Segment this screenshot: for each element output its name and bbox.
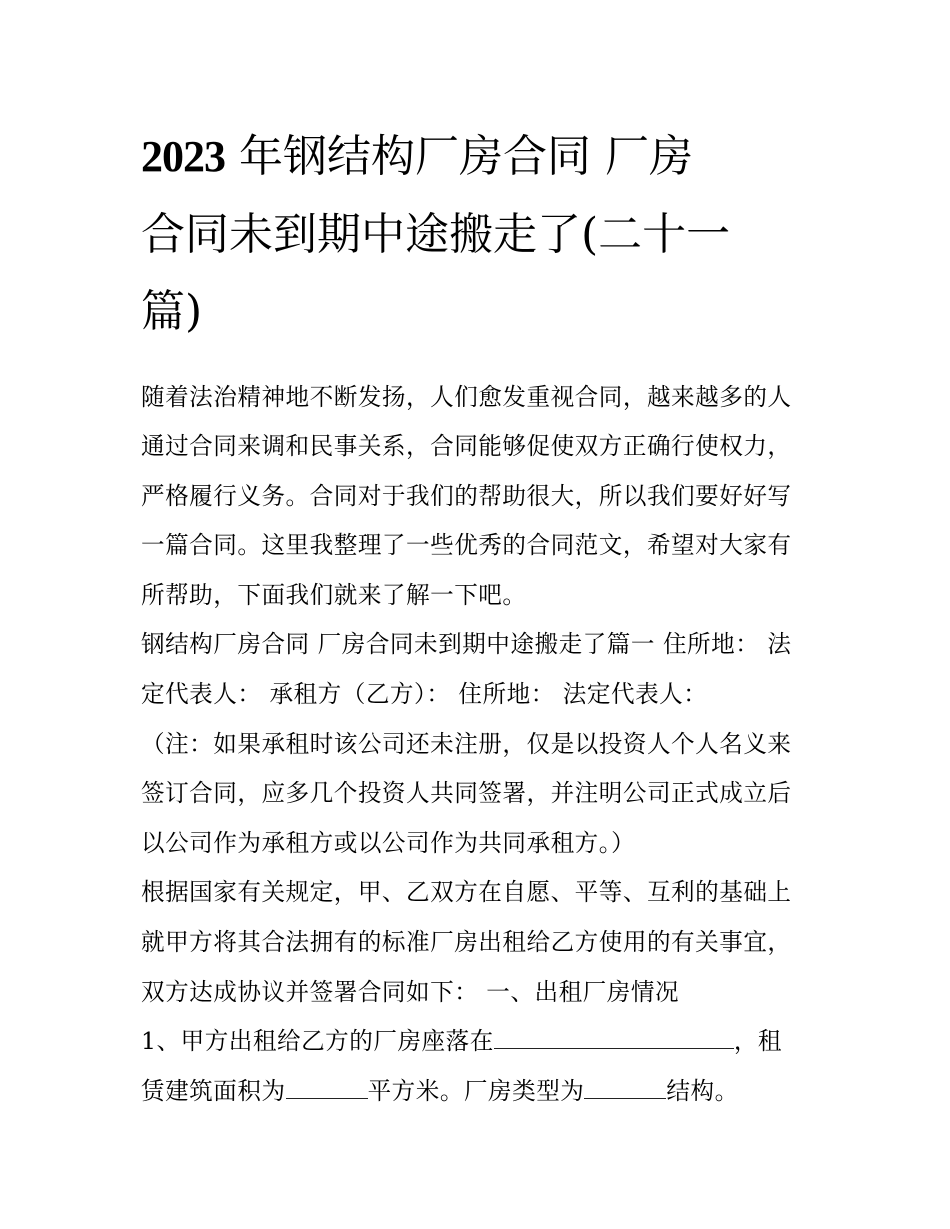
- text-line: 严格履行义务。合同对于我们的帮助很大，所以我们要好好写: [141, 481, 792, 510]
- clause-text: 赁建筑面积为: [141, 1076, 286, 1105]
- text-line: 随着法治精神地不断发扬，人们愈发重视合同，越来越多的人: [141, 382, 792, 411]
- title-line-3: 篇): [141, 286, 203, 337]
- intro-paragraph: [141, 373, 816, 621]
- note-paragraph: [141, 720, 816, 869]
- clause-text: ，租: [733, 1027, 783, 1056]
- text-line: 所帮助，下面我们就来了解一下吧。: [141, 580, 527, 609]
- location-blank: [494, 1047, 734, 1049]
- title-line-1-text: 年钢结构厂房合同 厂房: [239, 131, 693, 182]
- text-line: 以公司作为承租方或以公司作为共同承租方。）: [141, 828, 636, 857]
- clause-1-line-1: [141, 1017, 816, 1067]
- text-line: 通过合同来调和民事关系，合同能够促使双方正确行使权力，: [141, 432, 792, 461]
- text-line: 定代表人： 承租方（乙方）： 住所地： 法定代表人：: [141, 680, 708, 709]
- document-body: [141, 373, 816, 1117]
- text-line: 双方达成协议并签署合同如下： 一、出租厂房情况: [141, 977, 680, 1006]
- title-line-1: [141, 118, 816, 196]
- clause-1: [141, 1017, 816, 1116]
- document-page: [141, 118, 816, 1116]
- text-line: 一篇合同。这里我整理了一些优秀的合同范文，希望对大家有: [141, 531, 792, 560]
- text-line: 签订合同，应多几个投资人共同签署，并注明公司正式成立后: [141, 779, 792, 808]
- agreement-paragraph: [141, 868, 816, 1017]
- text-line: 钢结构厂房合同 厂房合同未到期中途搬走了篇一 住所地： 法: [141, 630, 792, 659]
- area-blank: [286, 1097, 368, 1099]
- clause-text: 结构。: [666, 1076, 739, 1105]
- text-line: 根据国家有关规定，甲、乙双方在自愿、平等、互利的基础上: [141, 878, 792, 907]
- structure-type-blank: [584, 1097, 666, 1099]
- clause-1-line-2: [141, 1067, 816, 1117]
- clause-text: 平方米。厂房类型为: [367, 1076, 585, 1105]
- clause-text: 1、甲方出租给乙方的厂房座落在: [141, 1027, 494, 1056]
- document-title: [141, 118, 816, 351]
- parties-paragraph: [141, 620, 816, 719]
- title-line-2: 合同未到期中途搬走了(二十一: [141, 208, 731, 260]
- text-line: 就甲方将其合法拥有的标准厂房出租给乙方使用的有关事宜，: [141, 928, 792, 957]
- text-line: （注：如果承租时该公司还未注册，仅是以投资人个人名义来: [141, 729, 792, 758]
- title-year: 2023: [141, 132, 225, 181]
